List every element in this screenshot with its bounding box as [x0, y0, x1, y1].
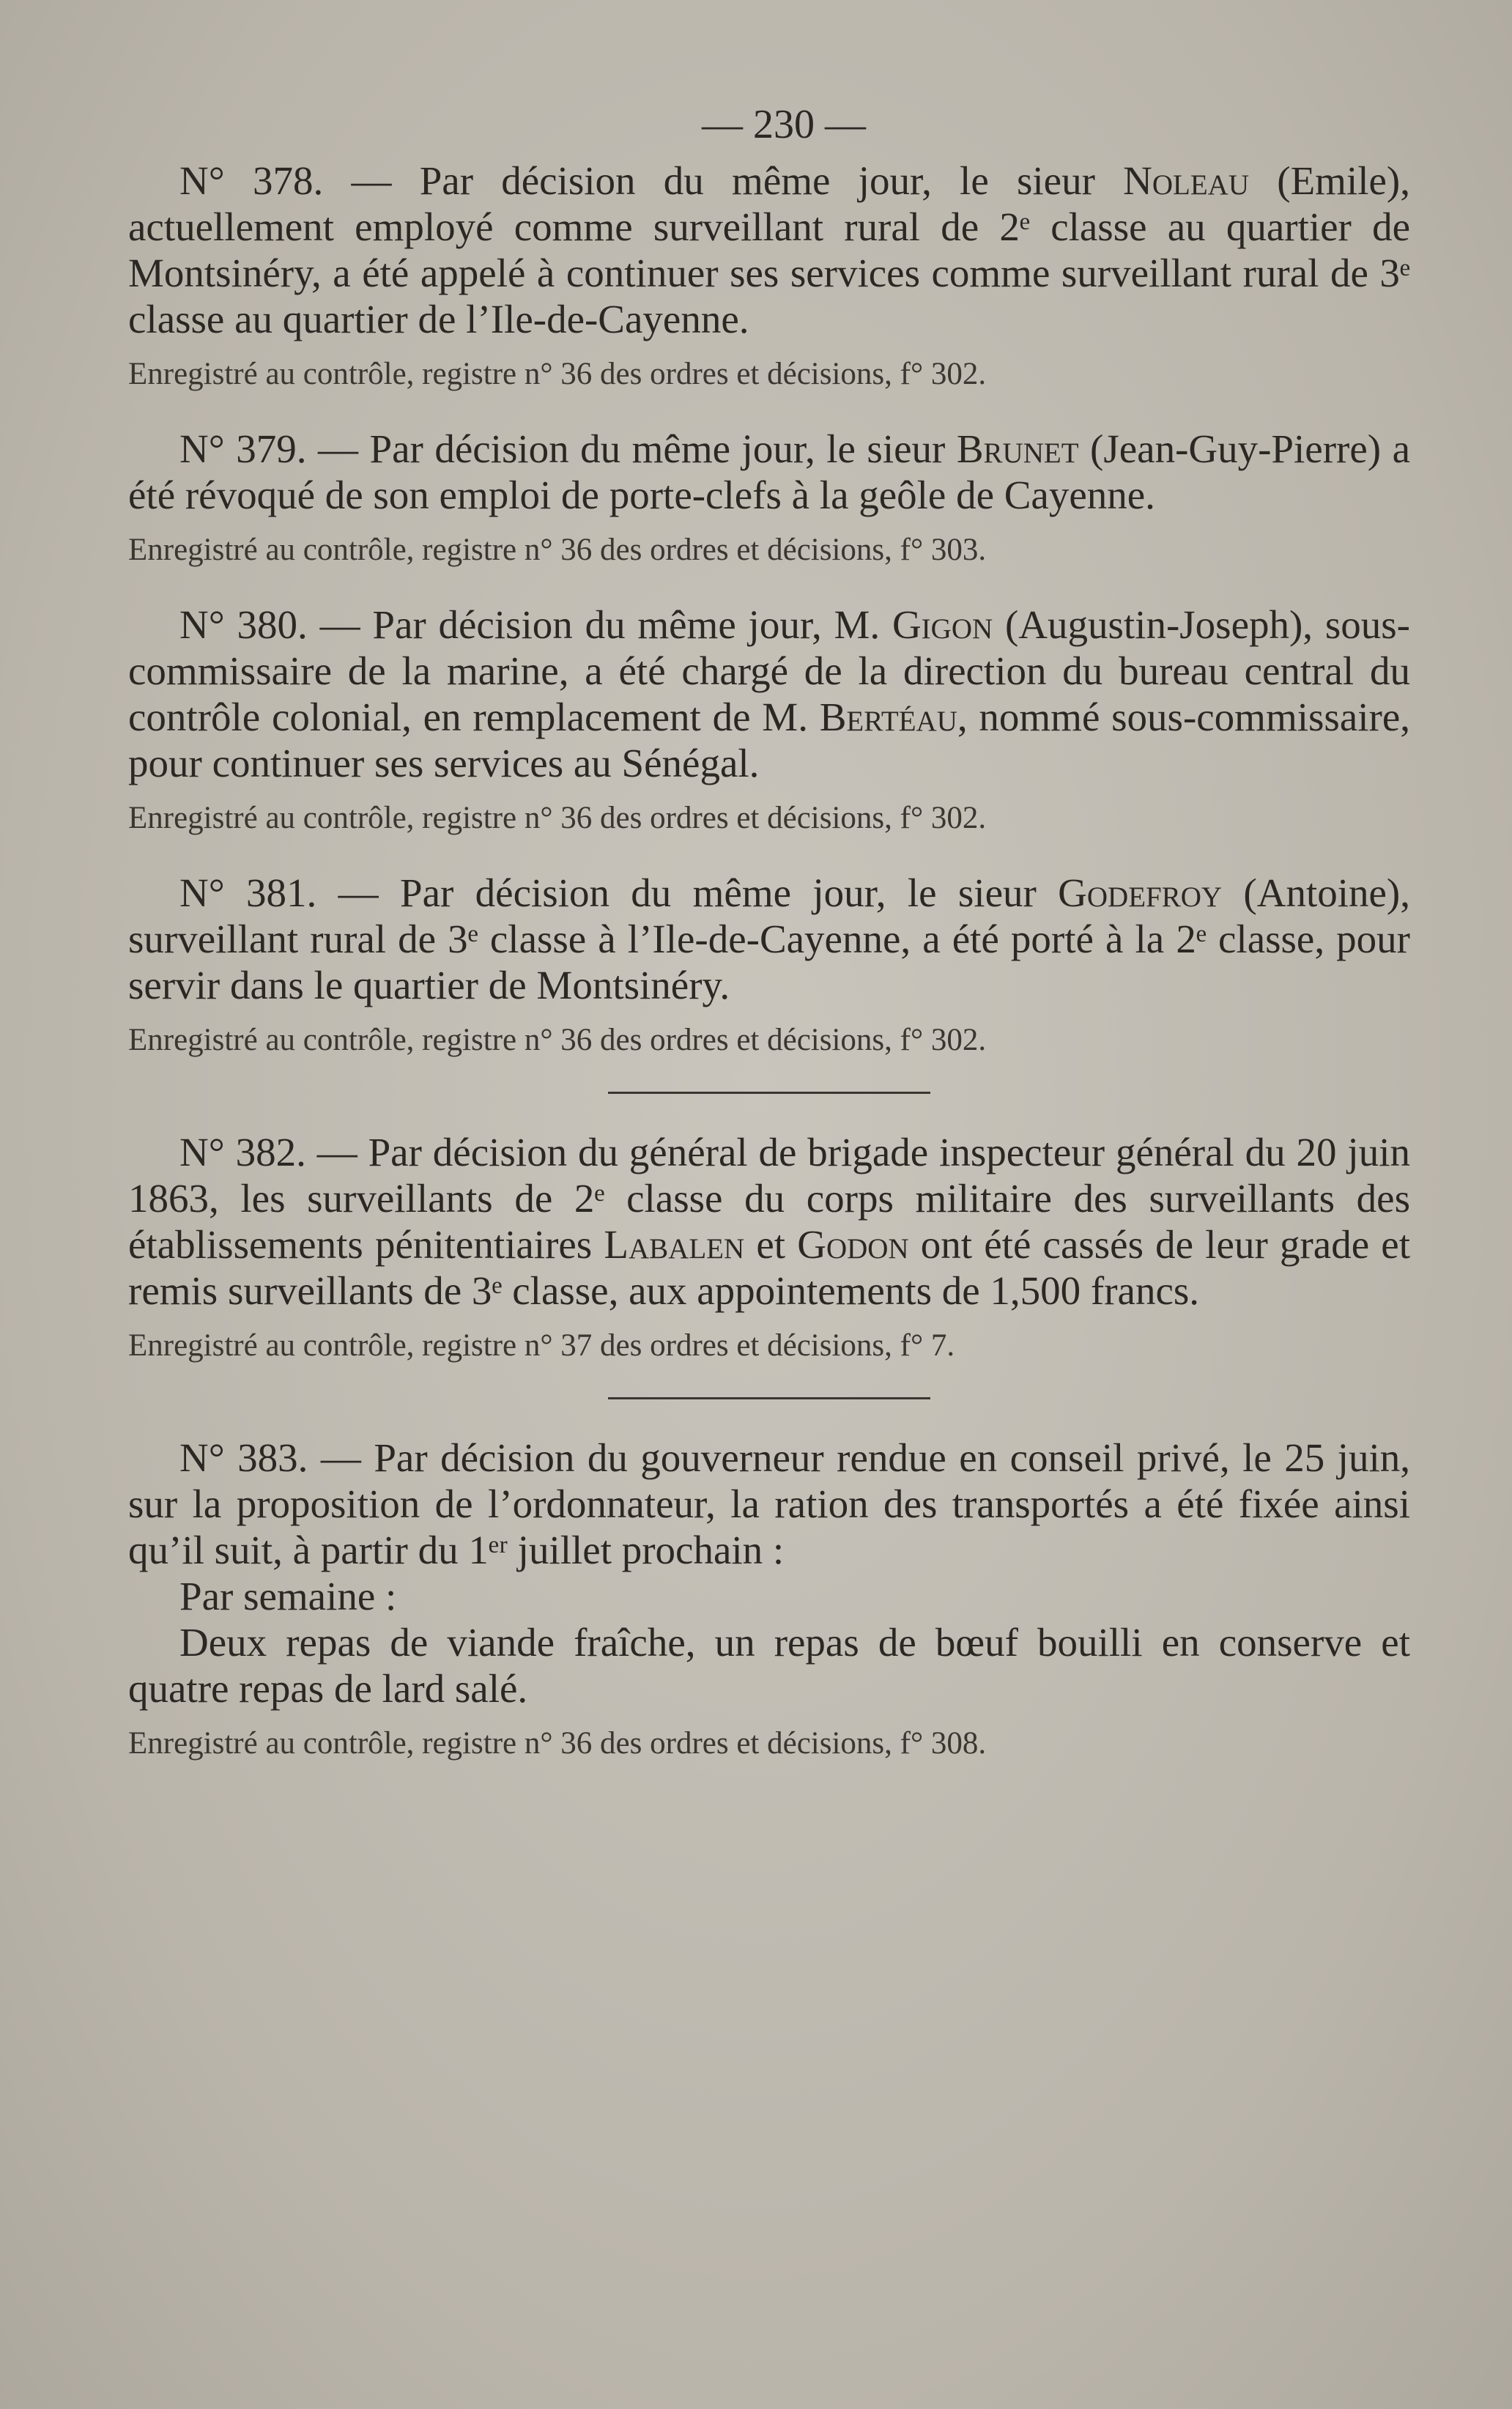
person-name: Bertéau	[819, 695, 957, 739]
entry-380	[128, 602, 1410, 840]
person-name: Labalen	[604, 1222, 745, 1267]
entry-text	[128, 870, 1410, 1008]
registration-note: Enregistré au contrôle, registre n° 36 des ordres et décisions, f° 302.	[128, 1023, 987, 1057]
entry-text-part: — Par décision du gouverneur rendue en conseil privé, le 25 juin, sur la proposition de l’ordonnateur, la ration des transportés a été fixée ainsi qu’il suit, à partir du 1ᵉʳ juillet prochain :	[128, 1435, 1410, 1572]
entry-text-part: (Antoine), surveillant rural de 3ᵉ classe à l’Ile-de-Cayenne, a été porté à la 2ᵉ classe, pour servir dans le quartier de Montsinéry.	[128, 870, 1410, 1007]
entry-text-part: et	[744, 1222, 798, 1267]
entry-378	[128, 158, 1410, 396]
entry-text-part: (Jean-Guy-Pierre) a été révoqué de son emploi de porte-clefs à la geôle de Cayenne.	[128, 426, 1410, 517]
entry-text	[128, 426, 1410, 518]
entry-number: N° 379.	[179, 426, 307, 471]
person-name: Gigon	[892, 602, 993, 647]
entry-number: N° 381.	[179, 870, 317, 915]
entry-number: N° 380.	[179, 602, 308, 647]
registration-note: Enregistré au contrôle, registre n° 37 des ordres et décisions, f° 7.	[128, 1328, 955, 1363]
entry-text-part: — Par décision du même jour, le sieur	[306, 426, 957, 471]
person-name: Godefroy	[1058, 870, 1223, 915]
person-name: Godon	[797, 1222, 909, 1267]
section-divider	[608, 1092, 930, 1094]
entry-382	[128, 1129, 1410, 1368]
entry-text-part: (Emile), actuellement employé comme surveillant rural de 2ᵉ classe au quartier de Montsinéry, a été appelé à continuer ses services comme surveillant rural de 3ᵉ classe au quartier de l’Ile-de-Cayenne.	[128, 158, 1410, 341]
page-number: — 230 —	[702, 102, 866, 147]
registration-note: Enregistré au contrôle, registre n° 36 des ordres et décisions, f° 302.	[128, 357, 987, 391]
entry-text-part: — Par décision du même jour, le sieur	[316, 870, 1059, 915]
entry-text-part: ont été cassés de leur grade et remis surveillants de 3ᵉ classe, aux appointements de 1,500 francs.	[128, 1222, 1410, 1313]
entry-381	[128, 870, 1410, 1062]
entry-number: N° 383.	[179, 1435, 308, 1480]
entry-text-part: (Augustin-Joseph), sous-commissaire de la marine, a été chargé de la direction du bureau central du contrôle colonial, en remplacement de M.	[128, 602, 1410, 739]
entry-text	[128, 158, 1410, 342]
entry-text	[128, 1435, 1410, 1573]
page-content	[128, 92, 1410, 1795]
registration-note: Enregistré au contrôle, registre n° 36 des ordres et décisions, f° 303.	[128, 533, 987, 567]
registration-note: Enregistré au contrôle, registre n° 36 des ordres et décisions, f° 302.	[128, 801, 987, 835]
entry-379	[128, 426, 1410, 572]
entry-383	[128, 1435, 1410, 1766]
entry-text-part: — Par décision du même jour, le sieur	[323, 158, 1124, 203]
person-name: Brunet	[956, 426, 1079, 471]
entry-text-part: , nommé sous-commissaire, pour continuer ses services au Sénégal.	[128, 695, 1410, 785]
section-divider	[608, 1397, 930, 1399]
person-name: Noleau	[1123, 158, 1250, 203]
entry-text	[128, 1129, 1410, 1314]
entry-text-part: — Par décision du même jour, M.	[307, 602, 892, 647]
entry-number: N° 378.	[179, 158, 324, 203]
ration-details: Deux repas de viande fraîche, un repas de bœuf bouilli en conserve et quatre repas de lard salé.	[128, 1620, 1410, 1711]
entry-number: N° 382.	[179, 1130, 306, 1174]
registration-note: Enregistré au contrôle, registre n° 36 des ordres et décisions, f° 308.	[128, 1726, 987, 1761]
entry-text	[128, 602, 1410, 786]
ration-heading: Par semaine :	[179, 1574, 397, 1618]
entry-text-part: — Par décision du général de brigade inspecteur général du 20 juin 1863, les surveillants de 2ᵉ classe du corps militaire des surveillants des établissements pénitentiaires	[128, 1130, 1410, 1267]
